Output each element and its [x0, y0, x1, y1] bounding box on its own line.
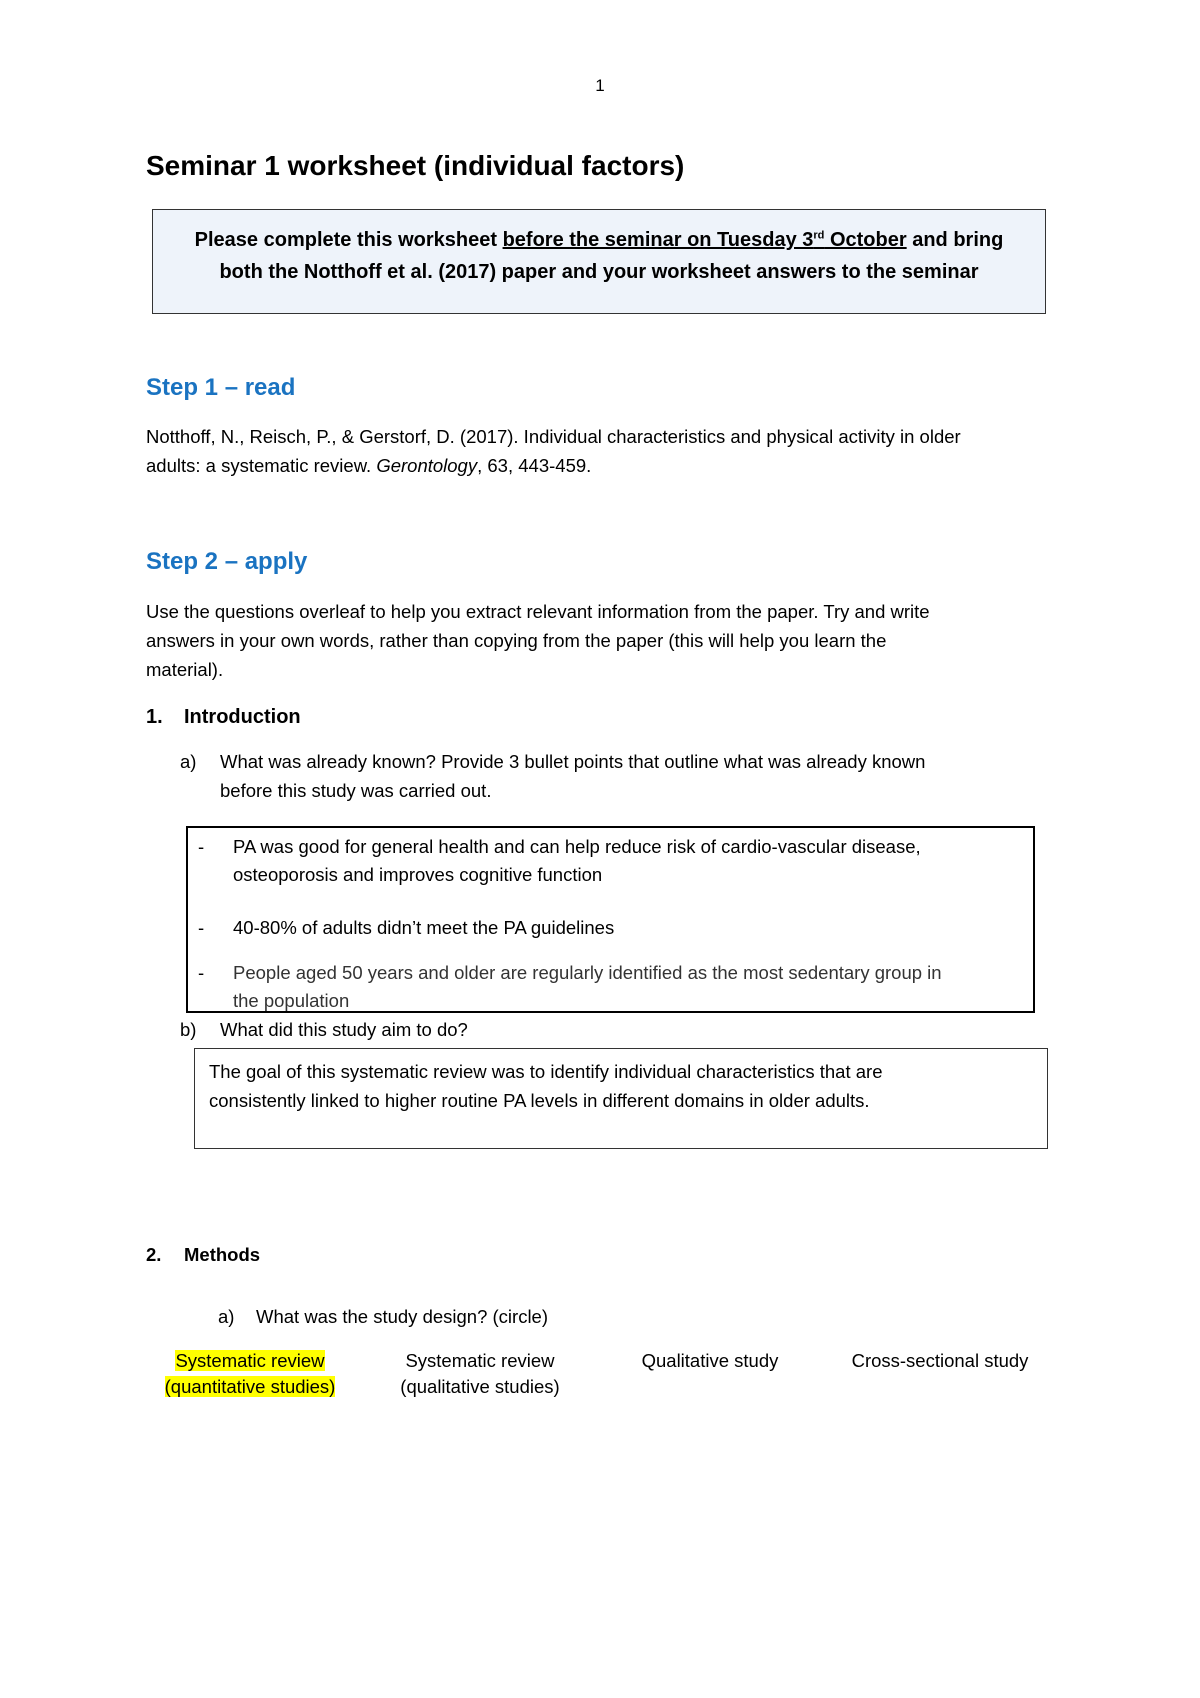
notice-part-1: Please complete this worksheet — [194, 229, 503, 251]
notice-line-1 — [153, 224, 1045, 256]
answer-text: The goal of this systematic review was to identify individual characteristics that are consistently linked to higher routine PA levels in different domains in older adults. — [209, 1061, 883, 1111]
journal-name: Gerontology — [376, 455, 478, 476]
option-systematic-review-quantitative[interactable]: Systematic review (quantitative studies) — [164, 1350, 336, 1397]
reference-line-1: Notthoff, N., Reisch, P., & Gerstorf, D. (2017). Individual characteristics and physical activity in older — [146, 426, 961, 447]
notice-box — [152, 209, 1046, 314]
list-item: - PA was good for general health and can help reduce risk of cardio-vascular disease, osteoporosis and improves cognitive function — [198, 836, 921, 885]
list-item: - People aged 50 years and older are regularly identified as the most sedentary group in the population — [198, 962, 942, 1011]
page-number: 1 — [595, 76, 605, 95]
question-label: b) — [180, 1019, 197, 1040]
option-systematic-review-qualitative[interactable]: Systematic review (qualitative studies) — [400, 1350, 560, 1397]
page-title: Seminar 1 worksheet (individual factors) — [146, 150, 685, 181]
notice-part-2: and bring — [906, 229, 1004, 251]
notice-deadline: before the seminar on Tuesday 3rd October — [502, 229, 907, 251]
reference-citation — [146, 422, 961, 480]
option-qualitative-study[interactable]: Qualitative study — [641, 1350, 779, 1371]
section-title: Introduction — [184, 706, 301, 728]
section-number: 2. — [146, 1244, 162, 1265]
list-item: - 40-80% of adults didn’t meet the PA guidelines — [198, 917, 615, 938]
step2-instructions: Use the questions overleaf to help you extract relevant information from the paper. Try and write answers in your own words, rather than copying from the paper (this will help you learn the material). — [146, 601, 930, 680]
section-methods-heading — [146, 1244, 260, 1266]
section-number: 1. — [146, 706, 163, 728]
question-2a: a) What was the study design? (circle) — [218, 1302, 548, 1331]
step2-heading: Step 2 – apply — [146, 548, 308, 575]
option-cross-sectional-study[interactable]: Cross-sectional study — [851, 1350, 1029, 1371]
section-introduction-heading — [146, 706, 301, 729]
answer-box-1a[interactable] — [186, 826, 1035, 1013]
step1-heading: Step 1 – read — [146, 374, 296, 401]
answer-box-1b[interactable] — [194, 1048, 1048, 1149]
question-label: a) — [218, 1306, 235, 1327]
notice-text — [153, 224, 1045, 288]
reference-line-2: adults: a systematic review. Gerontology, 63, 443-459. — [146, 455, 592, 476]
question-label: a) — [180, 751, 197, 772]
section-title: Methods — [184, 1244, 261, 1265]
question-1b: b) What did this study aim to do? — [180, 1015, 468, 1044]
notice-line-2: both the Notthoff et al. (2017) paper and your worksheet answers to the seminar — [219, 261, 979, 283]
question-1a: a) What was already known? Provide 3 bullet points that outline what was already known before this study was carried out. — [180, 747, 925, 805]
